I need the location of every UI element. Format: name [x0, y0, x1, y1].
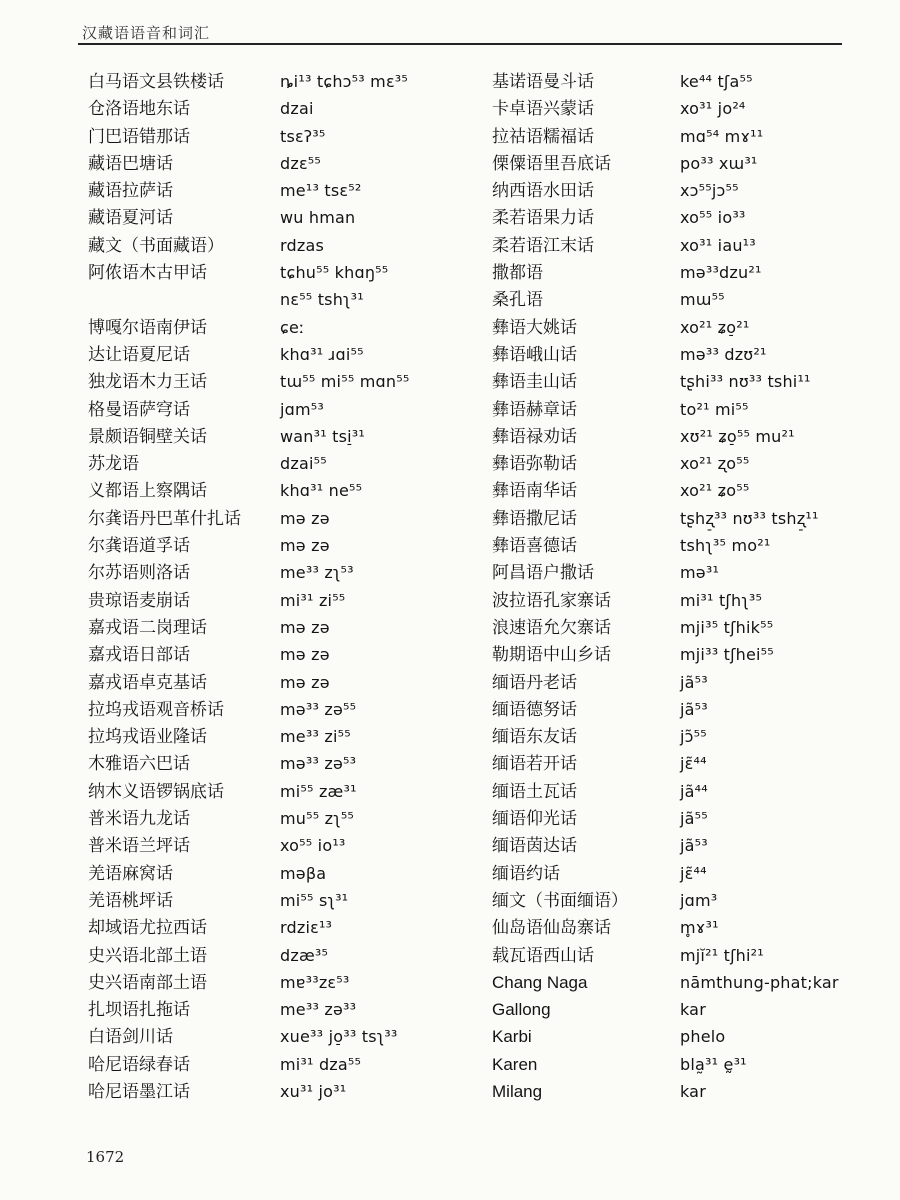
entry-row: [492, 750, 872, 777]
word-form: xo⁵⁵ io³³: [680, 208, 746, 228]
entry-row: [88, 259, 480, 286]
word-form: mɑ⁵⁴ mɤ¹¹: [680, 126, 764, 146]
word-form: mi⁵⁵ zæ³¹: [280, 781, 357, 801]
word-form: mji³⁵ tʃhik⁵⁵: [680, 617, 774, 637]
entry-row: [88, 1078, 480, 1105]
language-name: 尔龚语丹巴革什扎话: [88, 508, 241, 529]
word-form: mi⁵⁵ sʅ³¹: [280, 890, 349, 910]
language-name: 义都语上察隅话: [88, 481, 207, 502]
entry-row: [492, 641, 872, 668]
word-form: mə zə: [280, 672, 330, 692]
language-name: Milang: [492, 1081, 543, 1101]
language-name: 景颇语铜壁关话: [88, 426, 207, 447]
language-name: 羌语麻窝话: [88, 863, 173, 884]
language-name: 仓洛语地东话: [88, 99, 190, 120]
entry-row: [492, 368, 872, 395]
language-name: 柔若语果力话: [492, 208, 594, 229]
word-form: tɯ⁵⁵ mi⁵⁵ mɑn⁵⁵: [280, 372, 410, 392]
entry-row: [88, 942, 480, 969]
entry-row: [88, 614, 480, 641]
language-name: 普米语九龙话: [88, 809, 190, 830]
language-name: 拉祜语糯福话: [492, 126, 594, 147]
language-name: 缅语丹老话: [492, 672, 577, 693]
language-name: 彝语禄劝话: [492, 426, 577, 447]
word-form: khɑ³¹ ɹɑi⁵⁵: [280, 344, 364, 364]
word-form: dzæ³⁵: [280, 945, 329, 965]
word-form: xu³¹ jo³¹: [280, 1081, 347, 1101]
entry-row: [492, 832, 872, 859]
word-form: dzai⁵⁵: [280, 454, 327, 474]
language-name: 普米语兰坪话: [88, 836, 190, 857]
language-name: 史兴语北部土语: [88, 945, 207, 966]
language-name: 纳木义语锣锅底话: [88, 781, 224, 802]
word-form: mə³³ zə⁵³: [280, 754, 357, 774]
right-column: [492, 68, 872, 1105]
word-form: jɛ̃⁴⁴: [680, 863, 707, 883]
word-form: mə³¹: [680, 563, 720, 583]
word-form: jɑm⁵³: [280, 399, 325, 419]
language-name: 傈僳语里吾底话: [492, 153, 611, 174]
word-form: nɛ⁵⁵ tshʅ³¹: [280, 290, 364, 310]
language-name: 缅文（书面缅语）: [492, 890, 628, 911]
word-form: me³³ zʅ⁵³: [280, 563, 354, 583]
language-name: Karbi: [492, 1027, 532, 1047]
word-form: jɛ̃⁴⁴: [680, 754, 707, 774]
word-form: mə³³dzu²¹: [680, 263, 762, 283]
word-form: məβa: [280, 863, 327, 883]
entry-row: [492, 887, 872, 914]
language-name: 藏文（书面藏语）: [88, 235, 224, 256]
word-form: ɕeː: [280, 317, 305, 337]
language-name: Karen: [492, 1054, 538, 1074]
language-name: 波拉语孔家寨话: [492, 590, 611, 611]
word-form: xo³¹ iau¹³: [680, 235, 756, 255]
entry-row: [88, 423, 480, 450]
word-form: mjĭ²¹ tʃhi²¹: [680, 945, 764, 965]
language-name: Gallong: [492, 1000, 551, 1020]
language-name: 格曼语萨穹话: [88, 399, 190, 420]
language-name: 缅语东友话: [492, 727, 577, 748]
language-name: 贵琼语麦崩话: [88, 590, 190, 611]
word-form: khɑ³¹ ne⁵⁵: [280, 481, 363, 501]
entry-row: [88, 778, 480, 805]
language-name: 缅语仰光话: [492, 809, 577, 830]
language-name: 撒都语: [492, 263, 543, 284]
word-form: me¹³ tsɛ⁵²: [280, 181, 362, 201]
language-name: 博嘎尔语南伊话: [88, 317, 207, 338]
entry-row: [492, 204, 872, 231]
word-form: mɐ³³zɛ⁵³: [280, 972, 350, 992]
entry-row: [492, 95, 872, 122]
language-name: 彝语撒尼话: [492, 508, 577, 529]
entry-row: [492, 505, 872, 532]
entry-row: [492, 805, 872, 832]
language-name: 却域语尤拉西话: [88, 918, 207, 939]
page-number: 1672: [86, 1148, 125, 1166]
language-name: 缅语德努话: [492, 699, 577, 720]
entry-row: [492, 450, 872, 477]
word-form: mə zə: [280, 536, 330, 556]
entry-row: [492, 396, 872, 423]
entry-row: [88, 477, 480, 504]
word-form: kar: [680, 1081, 706, 1101]
word-form: ke⁴⁴ tʃa⁵⁵: [680, 72, 753, 91]
word-form: bla̰³¹ ḛ³¹: [680, 1054, 747, 1074]
word-form: mi³¹ tʃhʅ³⁵: [680, 590, 763, 610]
language-name: 彝语喜德话: [492, 536, 577, 557]
word-form: xo²¹ ʑo̠²¹: [680, 317, 750, 337]
word-form: nāmthung-phat;kar: [680, 972, 839, 992]
language-name: 纳西语水田话: [492, 181, 594, 202]
word-form: dzɛ⁵⁵: [280, 153, 322, 173]
entry-row: [88, 450, 480, 477]
language-name: 勒期语中山乡话: [492, 645, 611, 666]
entry-row: [88, 723, 480, 750]
word-form: jɔ̃⁵⁵: [680, 727, 707, 747]
word-form: mə³³ zə⁵⁵: [280, 699, 357, 719]
entry-row: [88, 860, 480, 887]
word-form: wan³¹ tsi̠³¹: [280, 426, 366, 446]
entry-row: [88, 696, 480, 723]
language-name: 嘉戎语卓克基话: [88, 672, 207, 693]
entry-row: [492, 150, 872, 177]
word-form: xo⁵⁵ io¹³: [280, 836, 346, 856]
entry-row: [492, 477, 872, 504]
entry-row: [88, 232, 480, 259]
word-form: mi³¹ dza⁵⁵: [280, 1054, 362, 1074]
entry-row: [88, 1051, 480, 1078]
word-form: me³³ zə³³: [280, 1000, 357, 1020]
language-name: 柔若语江末话: [492, 235, 594, 256]
entry-row: [492, 559, 872, 586]
word-form: mji³³ tʃhei⁵⁵: [680, 645, 774, 665]
word-form: jã⁵³: [680, 836, 708, 856]
entry-row: [492, 232, 872, 259]
entry-row: [492, 314, 872, 341]
language-name: 苏龙语: [88, 454, 139, 475]
entry-row: [88, 532, 480, 559]
word-form: po³³ xɯ³¹: [680, 153, 758, 173]
language-name: 阿昌语户撒话: [492, 563, 594, 584]
word-form: phelo: [680, 1027, 726, 1047]
language-name: 嘉戎语日部话: [88, 645, 190, 666]
entry-row: [88, 150, 480, 177]
word-form: jã⁵³: [680, 699, 708, 719]
language-name: 白语剑川话: [88, 1027, 173, 1048]
entry-row: [88, 204, 480, 231]
entry-row: [88, 396, 480, 423]
word-form: xo²¹ ʑo⁵⁵: [680, 481, 750, 501]
word-form: xʊ²¹ ʑo̠⁵⁵ mu²¹: [680, 426, 795, 446]
language-name: 哈尼语墨江话: [88, 1081, 190, 1102]
word-form: tsɛʔ³⁵: [280, 126, 326, 146]
language-name: 藏语夏河话: [88, 208, 173, 229]
entry-row: [88, 641, 480, 668]
language-name: 缅语土瓦话: [492, 781, 577, 802]
language-name: 彝语南华话: [492, 481, 577, 502]
entry-row: [88, 669, 480, 696]
entry-row: [88, 996, 480, 1023]
entry-row: [492, 996, 872, 1023]
entry-row: [88, 559, 480, 586]
word-form: mə zə: [280, 645, 330, 665]
word-form: mɯ⁵⁵: [680, 290, 725, 310]
language-name: 藏语巴塘话: [88, 153, 173, 174]
language-name: 彝语峨山话: [492, 344, 577, 365]
entry-row: [88, 1023, 480, 1050]
word-form: mə³³ dzʊ²¹: [680, 344, 767, 364]
language-name: 史兴语南部土语: [88, 972, 207, 993]
word-form: tshʅ³⁵ mo²¹: [680, 536, 771, 556]
entry-row: [88, 887, 480, 914]
word-form: mə zə: [280, 508, 330, 528]
entry-row: [492, 259, 872, 286]
word-form: jɑm³: [680, 890, 718, 910]
language-name: 羌语桃坪话: [88, 890, 173, 911]
language-name: 藏语拉萨话: [88, 181, 173, 202]
entry-row: [88, 969, 480, 996]
header-rule: [78, 43, 842, 45]
language-name: 门巴语错那话: [88, 126, 190, 147]
word-form: rdzas: [280, 235, 324, 255]
word-form: jã⁵⁵: [680, 809, 708, 829]
entry-row: [88, 505, 480, 532]
entry-row: [492, 696, 872, 723]
entry-row: [492, 1078, 872, 1105]
entry-row: [492, 177, 872, 204]
language-name: 彝语大姚话: [492, 317, 577, 338]
entry-row: [492, 969, 872, 996]
entry-row: [88, 95, 480, 122]
entry-row: [88, 341, 480, 368]
left-column: [88, 68, 480, 1105]
running-header: 汉藏语语音和词汇: [82, 24, 211, 42]
entry-row: [492, 423, 872, 450]
language-name: 彝语弥勒话: [492, 454, 577, 475]
word-form: xo³¹ jo²⁴: [680, 99, 746, 119]
language-name: 嘉戎语二岗理话: [88, 617, 207, 638]
language-name: 哈尼语绿春话: [88, 1054, 190, 1075]
entry-row: [492, 942, 872, 969]
language-name: 缅语若开话: [492, 754, 577, 775]
language-name: 缅语茵达话: [492, 836, 577, 857]
entry-row: [88, 587, 480, 614]
word-form: tʂhʐ̠³³ nʊ³³ tshʐ̠¹¹: [680, 508, 819, 528]
language-name: 彝语赫章话: [492, 399, 577, 420]
entry-row: [88, 123, 480, 150]
word-form: mi³¹ zi⁵⁵: [280, 590, 346, 610]
word-form: rdziɛ¹³: [280, 918, 333, 938]
entry-row: [88, 914, 480, 941]
language-name: 卡卓语兴蒙话: [492, 99, 594, 120]
entry-row: [88, 750, 480, 777]
word-form: tɕhu⁵⁵ khɑŋ⁵⁵: [280, 263, 389, 283]
word-form: tʂhi³³ nʊ³³ tshi¹¹: [680, 372, 811, 392]
language-name: 阿侬语木古甲话: [88, 263, 207, 284]
word-form: jã⁴⁴: [680, 781, 708, 801]
entry-row: [492, 778, 872, 805]
word-form: to²¹ mi⁵⁵: [680, 399, 749, 419]
word-form: xo²¹ ʐo⁵⁵: [680, 454, 750, 474]
language-name: 载瓦语西山话: [492, 945, 594, 966]
entry-row: [492, 123, 872, 150]
entry-row: [88, 286, 480, 313]
entry-row: [492, 860, 872, 887]
entry-row: [88, 368, 480, 395]
language-name: 浪速语允欠寨话: [492, 617, 611, 638]
entry-row: [492, 341, 872, 368]
language-name: 白马语文县铁楼话: [88, 72, 224, 92]
language-name: 仙岛语仙岛寨话: [492, 918, 611, 939]
language-name: 尔苏语则洛话: [88, 563, 190, 584]
language-name: 拉坞戎语观音桥话: [88, 699, 224, 720]
entry-row: [492, 914, 872, 941]
language-name: 尔龚语道孚话: [88, 536, 190, 557]
word-form: mə zə: [280, 617, 330, 637]
entry-row: [88, 805, 480, 832]
entry-row: [492, 669, 872, 696]
entry-row: [88, 177, 480, 204]
entry-row: [88, 832, 480, 859]
language-name: 桑孔语: [492, 290, 543, 311]
language-name: 独龙语木力王话: [88, 372, 207, 393]
word-form: me³³ zi⁵⁵: [280, 727, 351, 747]
entry-row: [88, 314, 480, 341]
language-name: 木雅语六巴话: [88, 754, 190, 775]
language-name: 拉坞戎语业隆话: [88, 727, 207, 748]
entry-row: [492, 286, 872, 313]
entry-row: [492, 614, 872, 641]
word-form: kar: [680, 1000, 706, 1020]
entry-row: [492, 532, 872, 559]
language-name: 基诺语曼斗话: [492, 72, 594, 92]
entry-row: [492, 68, 872, 95]
entry-row: [88, 68, 480, 95]
entry-row: [492, 587, 872, 614]
word-form: xɔ⁵⁵jɔ⁵⁵: [680, 181, 739, 201]
language-name: 达让语夏尼话: [88, 344, 190, 365]
entry-row: [492, 1023, 872, 1050]
word-form: wu hman: [280, 208, 356, 228]
word-form: jã⁵³: [680, 672, 708, 692]
language-name: 扎坝语扎拖话: [88, 1000, 190, 1021]
word-form: mu⁵⁵ zʅ⁵⁵: [280, 809, 355, 829]
word-form: dzai: [280, 99, 314, 119]
word-form: ȵi¹³ tɕhɔ⁵³ mɛ³⁵: [280, 72, 409, 91]
language-name: 彝语圭山话: [492, 372, 577, 393]
word-form: xue³³ jo̠³³ tsʅ³³: [280, 1027, 398, 1047]
entry-row: [492, 723, 872, 750]
word-form: m̥ɤ³¹: [680, 918, 719, 938]
entry-row: [492, 1051, 872, 1078]
language-name: Chang Naga: [492, 972, 588, 992]
language-name: 缅语约话: [492, 863, 560, 884]
